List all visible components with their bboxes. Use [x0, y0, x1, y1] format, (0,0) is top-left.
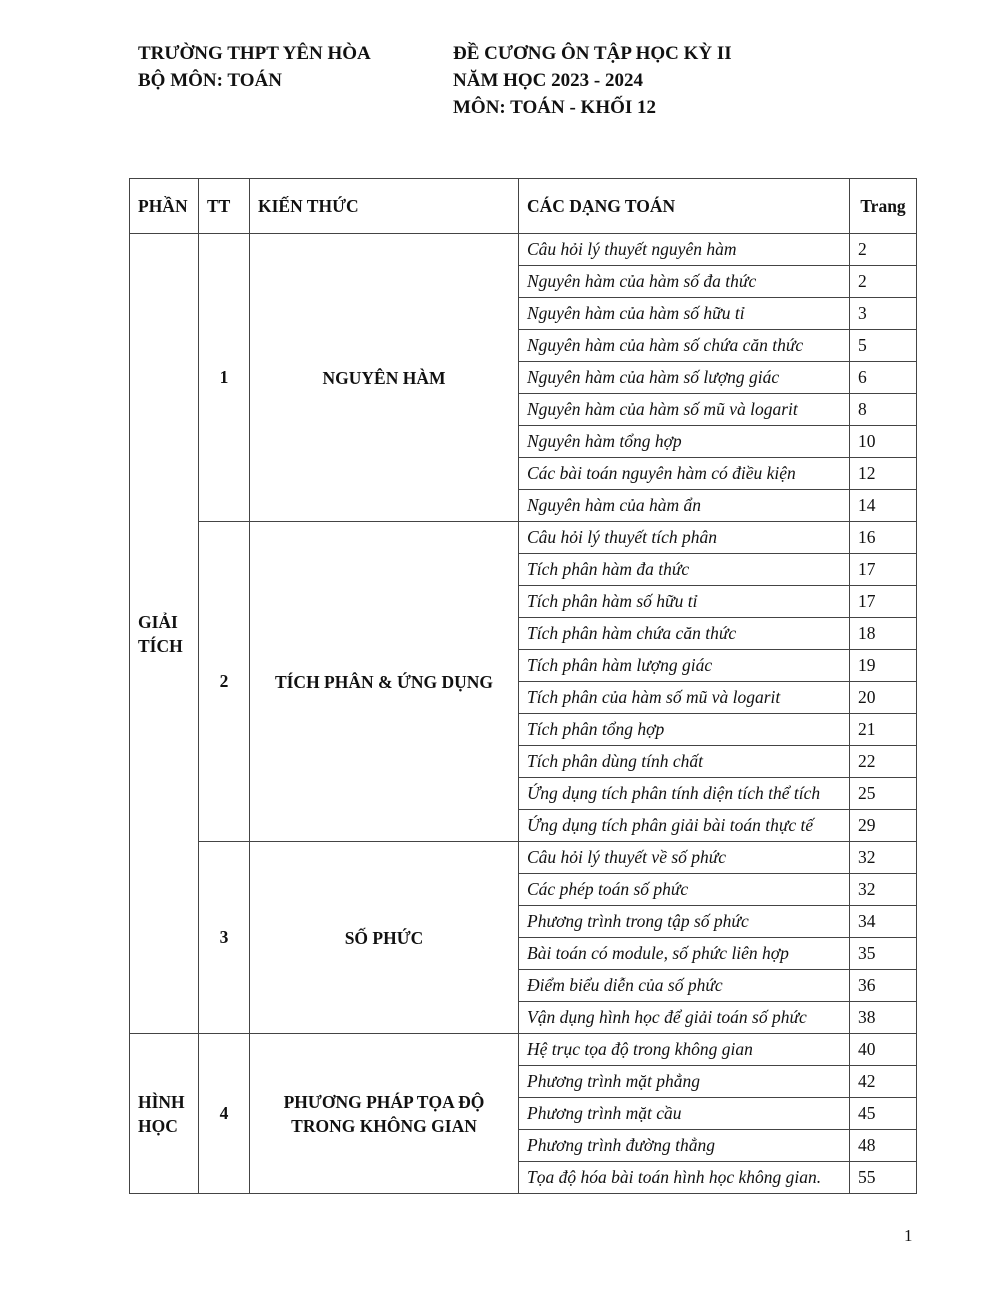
table-row [130, 1034, 917, 1066]
page-ref: 14 [850, 490, 917, 522]
header-types: CÁC DẠNG TOÁN [519, 179, 850, 234]
problem-type: Tọa độ hóa bài toán hình học không gian. [519, 1162, 850, 1194]
problem-type: Nguyên hàm của hàm số hữu tỉ [519, 298, 850, 330]
page-ref: 22 [850, 746, 917, 778]
school-year: NĂM HỌC 2023 - 2024 [453, 70, 643, 91]
page-ref: 25 [850, 778, 917, 810]
page-ref: 19 [850, 650, 917, 682]
page-ref: 12 [850, 458, 917, 490]
problem-type: Ứng dụng tích phân giải bài toán thực tế [519, 810, 850, 842]
problem-type: Vận dụng hình học để giải toán số phức [519, 1002, 850, 1034]
problem-type: Tích phân tổng hợp [519, 714, 850, 746]
topic-number: 1 [199, 234, 250, 522]
page-ref: 17 [850, 554, 917, 586]
header-topic: KIẾN THỨC [250, 179, 519, 234]
page-ref: 42 [850, 1066, 917, 1098]
page-ref: 34 [850, 906, 917, 938]
problem-type: Bài toán có module, số phức liên hợp [519, 938, 850, 970]
part-name-line2: TÍCH [138, 635, 183, 656]
page-ref: 36 [850, 970, 917, 1002]
page-ref: 16 [850, 522, 917, 554]
document-title: ĐỀ CƯƠNG ÔN TẬP HỌC KỲ II [453, 43, 732, 64]
page-ref: 18 [850, 618, 917, 650]
topic-name-cell [250, 842, 519, 1034]
topic-name-line1: NGUYÊN HÀM [322, 367, 446, 388]
school-name: TRƯỜNG THPT YÊN HÒA [138, 43, 371, 64]
page-ref: 55 [850, 1162, 917, 1194]
topic-name-line1: PHƯƠNG PHÁP TỌA ĐỘ [283, 1091, 485, 1112]
topic-name-cell [250, 522, 519, 842]
part-name-line2: HỌC [138, 1115, 178, 1136]
problem-type: Tích phân dùng tính chất [519, 746, 850, 778]
page-ref: 10 [850, 426, 917, 458]
page-ref: 8 [850, 394, 917, 426]
topic-number: 4 [199, 1034, 250, 1194]
page-ref: 32 [850, 842, 917, 874]
problem-type: Phương trình mặt phẳng [519, 1066, 850, 1098]
outline-table [129, 178, 917, 1194]
topic-name-line1: SỐ PHỨC [344, 927, 424, 948]
problem-type: Câu hỏi lý thuyết tích phân [519, 522, 850, 554]
problem-type: Tích phân hàm chứa căn thức [519, 618, 850, 650]
topic-name-line2: TRONG KHÔNG GIAN [291, 1115, 477, 1136]
problem-type: Tích phân hàm đa thức [519, 554, 850, 586]
problem-type: Các phép toán số phức [519, 874, 850, 906]
problem-type: Nguyên hàm của hàm số lượng giác [519, 362, 850, 394]
department-name: BỘ MÔN: TOÁN [138, 70, 282, 91]
problem-type: Nguyên hàm tổng hợp [519, 426, 850, 458]
header-left [138, 40, 371, 94]
page-number: 1 [904, 1226, 913, 1245]
problem-type: Điểm biểu diễn của số phức [519, 970, 850, 1002]
problem-type: Phương trình đường thẳng [519, 1130, 850, 1162]
page-ref: 48 [850, 1130, 917, 1162]
topic-name-cell [250, 1034, 519, 1194]
page-ref: 2 [850, 266, 917, 298]
problem-type: Nguyên hàm của hàm số đa thức [519, 266, 850, 298]
problem-type: Nguyên hàm của hàm ẩn [519, 490, 850, 522]
header-page: Trang [850, 179, 917, 234]
part-name-line1: GIẢI [138, 611, 178, 632]
part-name-line1: HÌNH [138, 1091, 185, 1112]
page-ref: 29 [850, 810, 917, 842]
page-ref: 38 [850, 1002, 917, 1034]
page-ref: 3 [850, 298, 917, 330]
page-ref: 45 [850, 1098, 917, 1130]
table-row [130, 842, 917, 874]
problem-type: Phương trình mặt cầu [519, 1098, 850, 1130]
topic-name-line1: TÍCH PHÂN & ỨNG DỤNG [274, 671, 494, 692]
problem-type: Các bài toán nguyên hàm có điều kiện [519, 458, 850, 490]
part-cell [130, 234, 199, 1034]
topic-number: 2 [199, 522, 250, 842]
table-row [130, 234, 917, 266]
topic-name-cell [250, 234, 519, 522]
table-row [130, 522, 917, 554]
table-header-row [130, 179, 917, 234]
problem-type: Ứng dụng tích phân tính diện tích thể tích [519, 778, 850, 810]
page-ref: 35 [850, 938, 917, 970]
page-ref: 5 [850, 330, 917, 362]
page-ref: 40 [850, 1034, 917, 1066]
problem-type: Câu hỏi lý thuyết về số phức [519, 842, 850, 874]
problem-type: Tích phân hàm lượng giác [519, 650, 850, 682]
header-tt: TT [199, 179, 250, 234]
header-right [453, 40, 732, 121]
page-ref: 17 [850, 586, 917, 618]
problem-type: Tích phân của hàm số mũ và logarit [519, 682, 850, 714]
header-part: PHẦN [130, 179, 199, 234]
page-ref: 32 [850, 874, 917, 906]
problem-type: Câu hỏi lý thuyết nguyên hàm [519, 234, 850, 266]
problem-type: Tích phân hàm số hữu tỉ [519, 586, 850, 618]
problem-type: Phương trình trong tập số phức [519, 906, 850, 938]
page-ref: 6 [850, 362, 917, 394]
page-ref: 2 [850, 234, 917, 266]
part-cell [130, 1034, 199, 1194]
topic-number: 3 [199, 842, 250, 1034]
page-ref: 21 [850, 714, 917, 746]
problem-type: Hệ trục tọa độ trong không gian [519, 1034, 850, 1066]
subject-grade: MÔN: TOÁN - KHỐI 12 [453, 97, 657, 118]
problem-type: Nguyên hàm của hàm số chứa căn thức [519, 330, 850, 362]
problem-type: Nguyên hàm của hàm số mũ và logarit [519, 394, 850, 426]
page-ref: 20 [850, 682, 917, 714]
